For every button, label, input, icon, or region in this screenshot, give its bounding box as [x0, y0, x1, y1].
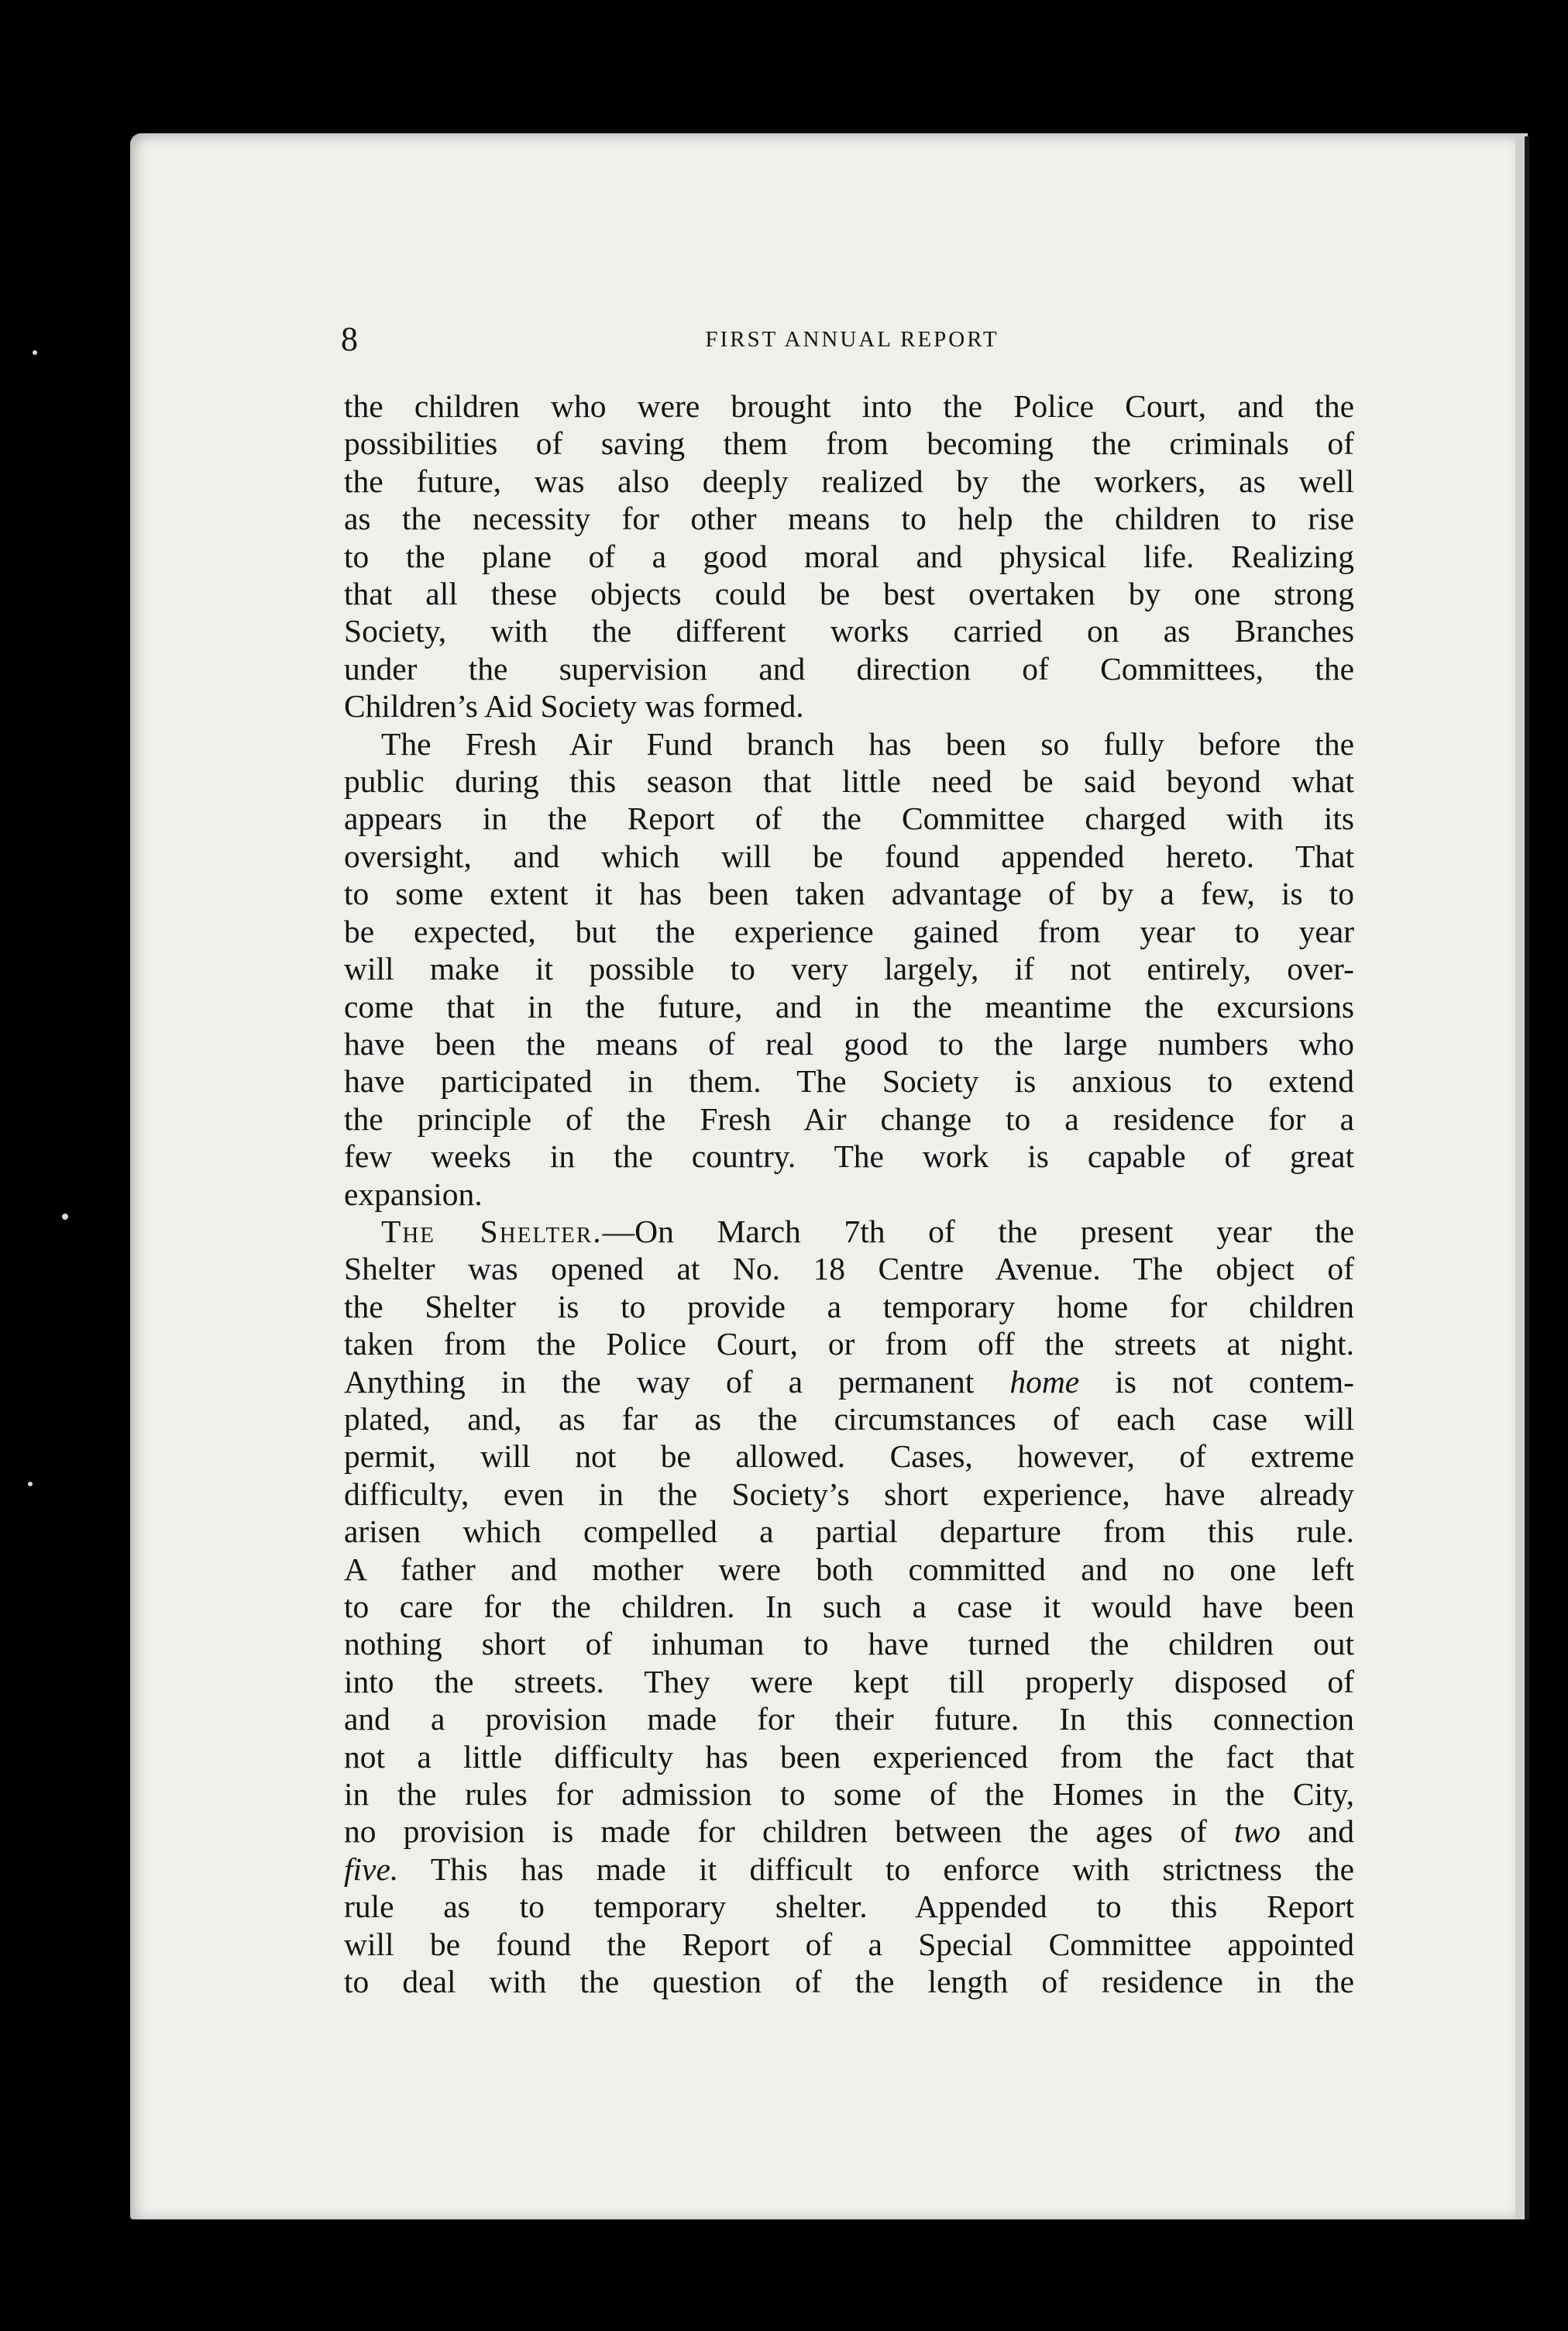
text-line: under the supervision and direction of Committees, the: [344, 650, 1354, 687]
dust-speck: [62, 1214, 68, 1220]
body-text: [344, 387, 1354, 2000]
text-run: Anything in the way of a permanent: [344, 1363, 1010, 1400]
text-line: in the rules for admission to some of the Homes in the City,: [344, 1776, 1354, 1813]
text-line: Shelter was opened at No. 18 Centre Avenue. The object of: [344, 1251, 1354, 1287]
text-line: appears in the Report of the Committee charged with its: [344, 801, 1354, 837]
text-line: to some extent it has been taken advantage of by a few, is to: [344, 876, 1354, 912]
italic-word: home: [1009, 1363, 1080, 1400]
text-line: the future, was also deeply realized by the workers, as well: [344, 463, 1354, 499]
paragraph-3: [344, 1213, 1354, 2001]
text-line: have participated in them. The Society is anxious to extend: [344, 1063, 1354, 1100]
text-line: [344, 1213, 1354, 1250]
text-line: plated, and, as far as the circumstances of each case will: [344, 1400, 1354, 1437]
text-line: expansion.: [344, 1176, 483, 1212]
text-line: be expected, but the experience gained from year to year: [344, 913, 1354, 949]
text-line: will make it possible to very largely, if not entirely, over-: [344, 951, 1354, 987]
text-line: to care for the children. In such a case it would have been: [344, 1589, 1354, 1624]
text-line: few weeks in the country. The work is capable of great: [344, 1138, 1354, 1175]
text-line: and a provision made for their future. In this connection: [344, 1701, 1354, 1737]
text-line: as the necessity for other means to help the children to rise: [344, 501, 1354, 537]
text-line: possibilities of saving them from becoming the criminals of: [344, 425, 1354, 462]
text-line: not a little difficulty has been experienced from the fact that: [344, 1738, 1354, 1775]
text-run: no provision is made for children between the ages of: [344, 1813, 1234, 1850]
text-line: Children’s Aid Society was formed.: [344, 688, 804, 725]
text-line: oversight, and which will be found appended hereto. That: [344, 838, 1354, 874]
text-run: —On March 7th of the present year the: [602, 1213, 1354, 1249]
text-line: the Shelter is to provide a temporary home for children: [344, 1288, 1354, 1324]
gutter-shadow: [1525, 136, 1529, 2219]
text-line: come that in the future, and in the meantime the excursions: [344, 988, 1354, 1024]
page-header: [341, 316, 1363, 363]
text-line: the children who were brought into the Police Court, and the: [344, 388, 1354, 424]
text-line: permit, will not be allowed. Cases, however, of extreme: [344, 1438, 1354, 1475]
page-number: 8: [341, 320, 358, 358]
text-line: nothing short of inhuman to have turned the children out: [344, 1626, 1354, 1662]
text-line: The Fresh Air Fund branch has been so fully before the: [381, 725, 1354, 762]
text-run: is not contem-: [1079, 1363, 1354, 1400]
text-line: arisen which compelled a partial departure from this rule.: [344, 1513, 1354, 1550]
text-line: rule as to temporary shelter. Appended to this Report: [344, 1889, 1354, 1925]
italic-word: five.: [344, 1851, 399, 1887]
text-line: public during this season that little need be said beyond what: [344, 763, 1354, 800]
text-line: to deal with the question of the length of residence in the: [344, 1964, 1354, 2000]
text-line: the principle of the Fresh Air change to a residence for a: [344, 1100, 1354, 1137]
text-line: [344, 1363, 1354, 1400]
text-line: to the plane of a good moral and physical life. Realizing: [344, 538, 1354, 574]
text-line: will be found the Report of a Special Committee appointed: [344, 1926, 1354, 1962]
text-line: taken from the Police Court, or from off the streets at night.: [344, 1326, 1354, 1362]
text-line: A father and mother were both committed and no one left: [344, 1551, 1354, 1587]
paragraph-1: [344, 387, 1354, 725]
dust-speck: [33, 350, 37, 355]
italic-word: two: [1233, 1813, 1281, 1850]
text-line: Society, with the different works carried on as Branches: [344, 613, 1354, 649]
running-head: FIRST ANNUAL REPORT: [705, 327, 999, 352]
text-line: that all these objects could be best overtaken by one strong: [344, 576, 1354, 612]
text-run: This has made it difficult to enforce with strictness the: [398, 1851, 1354, 1887]
section-heading: The Shelter.: [381, 1213, 603, 1249]
text-line: difficulty, even in the Society’s short experience, have already: [344, 1475, 1354, 1512]
text-run: and: [1280, 1813, 1354, 1850]
text-line: into the streets. They were kept till properly disposed of: [344, 1663, 1354, 1699]
text-line: have been the means of real good to the large numbers who: [344, 1025, 1354, 1062]
text-line: [344, 1851, 1354, 1888]
dust-speck: [28, 1482, 33, 1486]
text-line: [344, 1813, 1354, 1850]
paragraph-2: [344, 725, 1354, 1213]
